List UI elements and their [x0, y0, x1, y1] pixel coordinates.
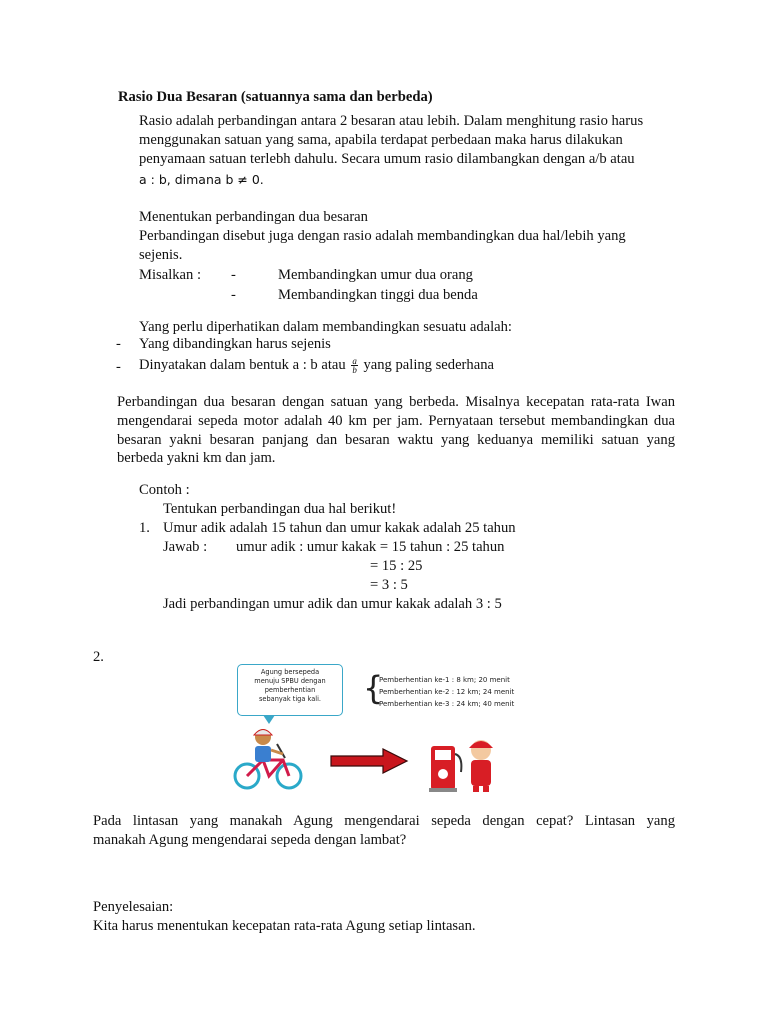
jawab-step-2: = 15 : 25 — [370, 558, 423, 574]
solution-line-1: Kita harus menentukan kecepatan rata-rata Agung setiap lintasan. — [93, 918, 476, 934]
jawab-label: Jawab : — [163, 539, 208, 555]
stop-3: Pemberhentian ke-3 : 24 km; 40 menit — [379, 700, 515, 708]
section-heading: Menentukan perbandingan dua besaran — [139, 209, 368, 225]
question-line-1: Pada lintasan yang manakah Agung mengendarai sepeda dengan cepat? Lintasan yang — [93, 813, 675, 829]
example-label: Contoh : — [139, 482, 190, 498]
jawab-step-3: = 3 : 5 — [370, 577, 408, 593]
example-problem-1: Umur adik adalah 15 tahun dan umur kakak adalah 25 tahun — [163, 520, 516, 536]
stop-2: Pemberhentian ke-2 : 12 km; 24 menit — [379, 688, 515, 696]
example-dash-2: - — [231, 287, 236, 303]
speech-bubble-tail — [263, 715, 275, 724]
example-number-2: 2. — [93, 649, 104, 665]
stop-1: Pemberhentian ke-1 : 8 km; 20 menit — [379, 676, 510, 684]
units-line-1: Perbandingan dua besaran dengan satuan yang berbeda. Misalnya kecepatan rata-rata Iwan — [117, 394, 675, 410]
jawab-step-1: umur adik : umur kakak = 15 tahun : 25 tahun — [236, 539, 505, 555]
fraction-denominator: b — [352, 365, 357, 376]
bubble-line-2: menuju SPBU dengan — [254, 677, 326, 685]
notes-item-1: Yang dibandingkan harus sejenis — [139, 336, 331, 352]
example-dash-1: - — [231, 267, 236, 283]
example-number-1: 1. — [139, 520, 150, 536]
intro-line-4: a : b, dimana b ≠ 0. — [139, 172, 264, 187]
misalkan-label: Misalkan : — [139, 267, 202, 283]
document-title: Rasio Dua Besaran (satuannya sama dan berbeda) — [118, 89, 433, 105]
bubble-line-4: sebanyak tiga kali. — [259, 695, 321, 703]
solution-heading: Penyelesaian: — [93, 899, 174, 915]
brace-icon: { — [363, 669, 384, 707]
notes-bullet-1: - — [116, 336, 121, 352]
intro-line-3: penyamaan satuan terlebh dahulu. Secara umum rasio dilambangkan dengan a/b atau — [139, 151, 635, 167]
notes-item-2 — [139, 356, 494, 375]
cyclist-icon — [233, 724, 303, 792]
speech-bubble — [237, 664, 343, 716]
units-line-3: besaran yakni besaran panjang dan besaran waktu yang keduanya memiliki satuan yang — [117, 432, 675, 448]
section-line-1: Perbandingan disebut juga dengan rasio adalah membandingkan dua hal/lebih yang — [139, 228, 626, 244]
question-line-2: manakah Agung mengendarai sepeda dengan lambat? — [93, 832, 407, 848]
notes-item-2-before: Dinyatakan dalam bentuk a : b atau — [139, 357, 346, 373]
example-item-2: Membandingkan tinggi dua benda — [278, 287, 478, 303]
intro-line-2: menggunakan satuan yang sama, apabila terdapat perbedaan maka harus dilakukan — [139, 132, 623, 148]
example-item-1: Membandingkan umur dua orang — [278, 267, 473, 283]
arrow-right-icon — [329, 748, 409, 774]
notes-bullet-2: - — [116, 359, 121, 375]
fraction-numerator: a — [352, 356, 357, 367]
intro-line-1: Rasio adalah perbandingan antara 2 besaran atau lebih. Dalam menghitung rasio harus — [139, 113, 644, 129]
bubble-line-1: Agung bersepeda — [260, 668, 320, 676]
fraction-a-over-b — [351, 357, 358, 374]
example-instruction: Tentukan perbandingan dua hal berikut! — [163, 501, 397, 517]
illustration — [233, 664, 538, 794]
section-line-2: sejenis. — [139, 247, 183, 263]
example-conclusion: Jadi perbandingan umur adik dan umur kakak adalah 3 : 5 — [163, 596, 502, 612]
fuel-pump-icon — [423, 732, 503, 794]
bubble-line-3: pemberhentian — [264, 686, 316, 694]
notes-heading: Yang perlu diperhatikan dalam membandingkan sesuatu adalah: — [139, 319, 512, 335]
units-line-2: mengendarai sepeda motor adalah 40 km per jam. Pernyataan tersebut membandingkan dua — [117, 413, 675, 429]
notes-item-2-after: yang paling sederhana — [363, 357, 494, 373]
units-line-4: berbeda yakni km dan jam. — [117, 450, 276, 466]
